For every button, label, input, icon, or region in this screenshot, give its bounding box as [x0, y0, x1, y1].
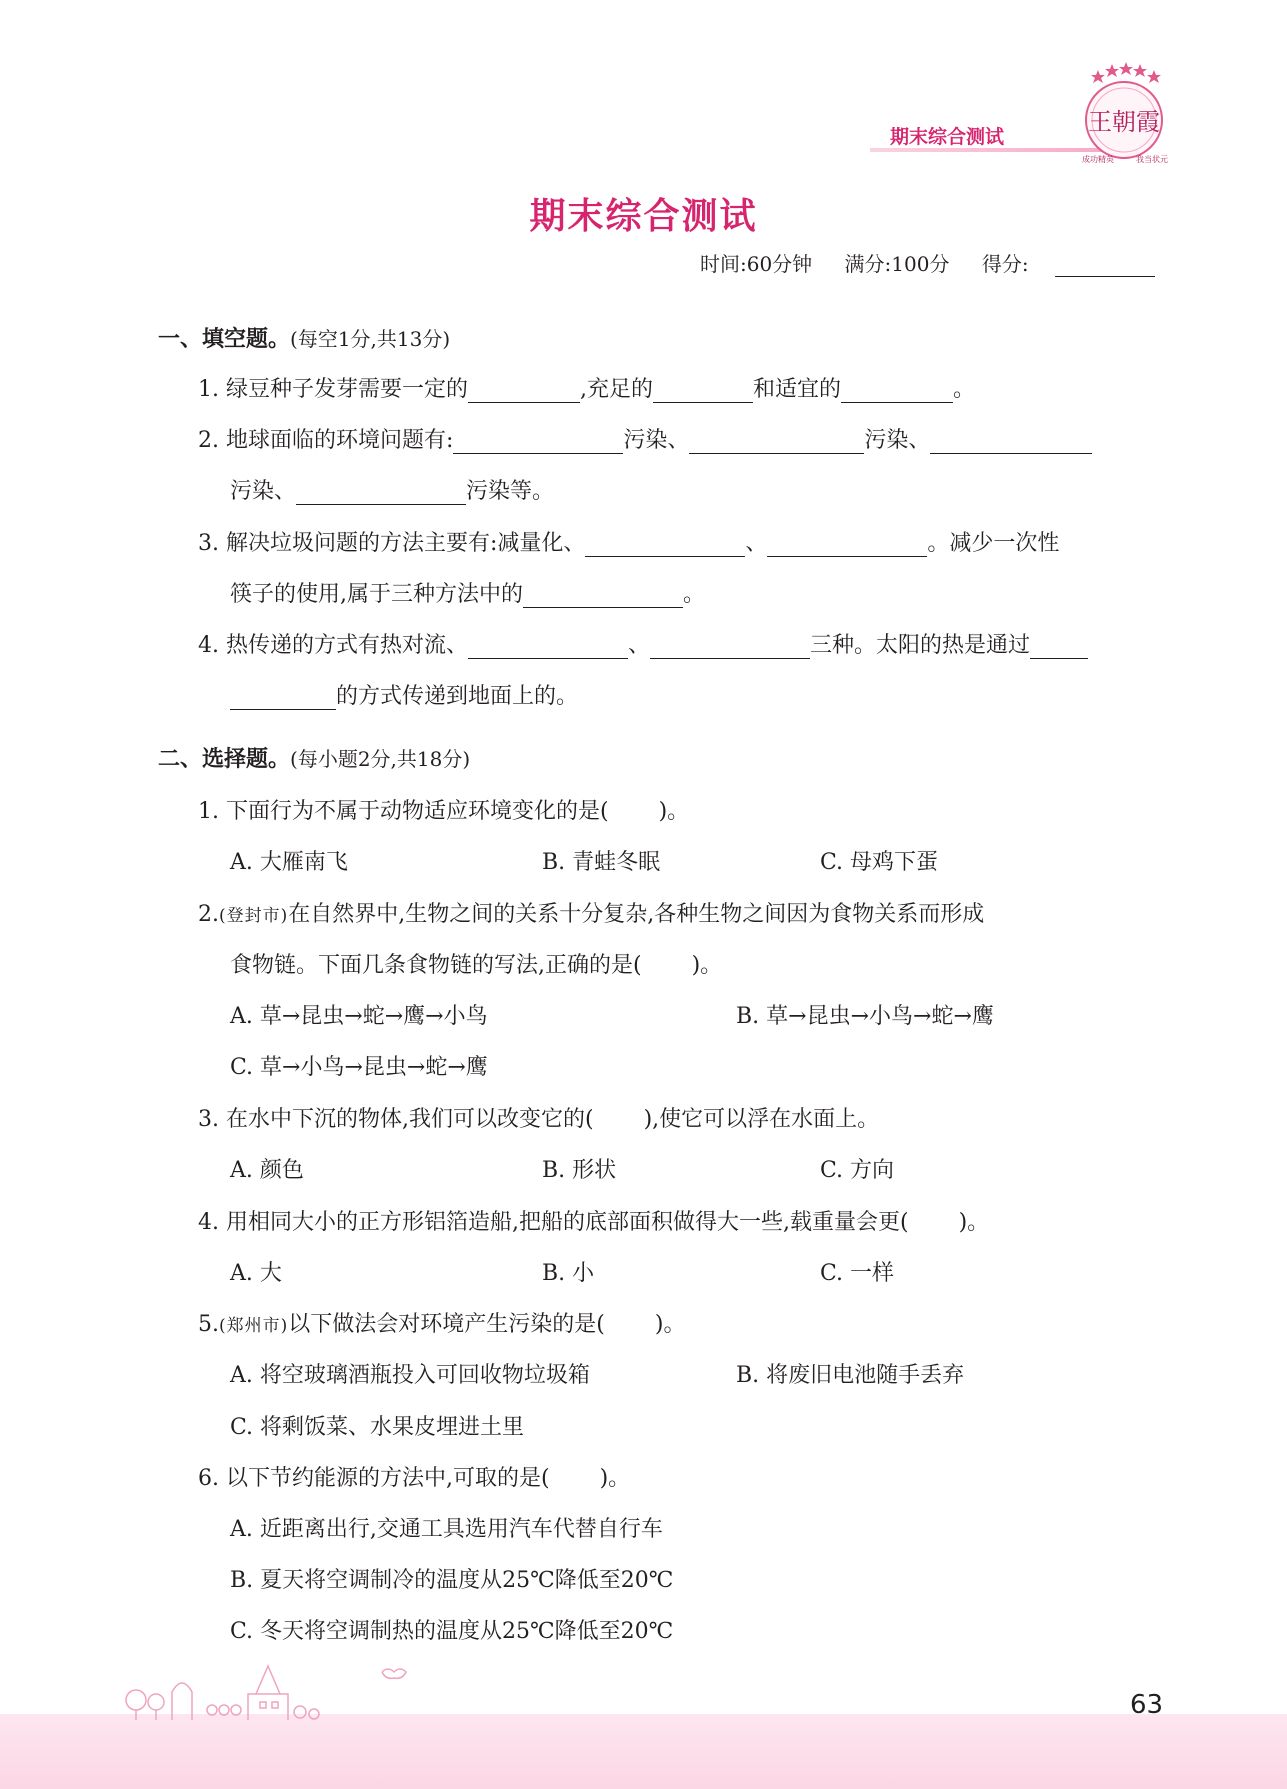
svg-text:成功精英: 成功精英 [1082, 155, 1114, 164]
exam-meta [700, 248, 1155, 277]
s2-question-5: 5.(郑州市)以下做法会对环境产生污染的是( )。 [198, 1312, 686, 1337]
header-tab-label: 期末综合测试 [890, 126, 1005, 148]
s2-q3-option-a[interactable]: A. 颜色 [230, 1158, 304, 1183]
s1-question-3: 3. 解决垃圾问题的方法主要有:减量化、 、 。减少一次性 [198, 531, 1060, 556]
s1-question-2-cont: 污染、 污染等。 [230, 479, 555, 504]
s2-q4-option-b[interactable]: B. 小 [542, 1261, 595, 1286]
answer-blank[interactable] [468, 380, 580, 403]
svg-text:王朝霞: 王朝霞 [1088, 108, 1160, 136]
s2-q6-option-a[interactable]: A. 近距离出行,交通工具选用汽车代替自行车 [230, 1517, 663, 1542]
answer-blank[interactable] [296, 482, 466, 505]
section-2-note: (每小题2分,共18分) [290, 747, 471, 771]
score-blank[interactable] [1055, 256, 1155, 277]
s2-q1-option-a[interactable]: A. 大雁南飞 [230, 850, 348, 875]
s2-q1-option-c[interactable]: C. 母鸡下蛋 [820, 850, 939, 875]
s2-question-6: 6. 以下节约能源的方法中,可取的是( )。 [198, 1466, 631, 1491]
s1-question-3-cont: 筷子的使用,属于三种方法中的 。 [230, 582, 706, 607]
source-tag: (郑州市) [219, 1316, 289, 1336]
time-limit: 时间:60分钟 [700, 252, 813, 276]
s2-q4-option-a[interactable]: A. 大 [230, 1261, 282, 1286]
s2-q6-option-c[interactable]: C. 冬天将空调制热的温度从25℃降低至20℃ [230, 1619, 674, 1644]
s2-q4-option-c[interactable]: C. 一样 [820, 1261, 895, 1286]
answer-blank[interactable] [468, 636, 628, 659]
svg-text:我当状元: 我当状元 [1136, 155, 1168, 164]
answer-blank[interactable] [453, 431, 623, 454]
answer-blank[interactable] [767, 534, 927, 557]
s2-q5-option-c[interactable]: C. 将剩饭菜、水果皮埋进土里 [230, 1415, 525, 1440]
s1-question-4-cont: 的方式传递到地面上的。 [230, 679, 578, 710]
source-tag: (登封市) [219, 906, 289, 926]
answer-blank[interactable] [930, 431, 1092, 454]
section-2-title: 二、选择题。 [158, 747, 291, 772]
s2-q3-option-c[interactable]: C. 方向 [820, 1158, 895, 1183]
s2-question-3: 3. 在水中下沉的物体,我们可以改变它的( ),使它可以浮在水面上。 [198, 1107, 880, 1132]
s1-question-4: 4. 热传递的方式有热对流、 、 三种。太阳的热是通过 [198, 628, 1088, 659]
s2-question-4: 4. 用相同大小的正方形铝箔造船,把船的底部面积做得大一些,载重量会更( )。 [198, 1210, 990, 1235]
footer-band [0, 1714, 1287, 1789]
s2-q5-option-a[interactable]: A. 将空玻璃酒瓶投入可回收物垃圾箱 [230, 1363, 590, 1388]
page-title: 期末综合测试 [529, 196, 758, 237]
section-2-heading [158, 742, 470, 773]
score-label: 得分: [981, 252, 1029, 276]
s2-q2-option-b[interactable]: B. 草→昆虫→小鸟→蛇→鹰 [736, 1004, 994, 1029]
section-1-heading [158, 322, 450, 353]
s2-question-1: 1. 下面行为不属于动物适应环境变化的是( )。 [198, 799, 690, 824]
s2-q1-option-b[interactable]: B. 青蛙冬眠 [542, 850, 661, 875]
s2-question-2-cont: 食物链。下面几条食物链的写法,正确的是( )。 [230, 953, 723, 978]
answer-blank[interactable] [841, 380, 953, 403]
castle-decoration-icon [120, 1652, 480, 1722]
s2-q5-option-b[interactable]: B. 将废旧电池随手丢弃 [736, 1363, 965, 1388]
s2-q2-option-c[interactable]: C. 草→小鸟→昆虫→蛇→鹰 [230, 1055, 488, 1080]
answer-blank[interactable] [585, 534, 745, 557]
section-1-note: (每空1分,共13分) [290, 327, 451, 351]
answer-blank[interactable] [1030, 636, 1088, 659]
page-number: 63 [1130, 1690, 1164, 1720]
answer-blank[interactable] [653, 380, 753, 403]
s2-question-2: 2.(登封市)在自然界中,生物之间的关系十分复杂,各种生物之间因为食物关系而形成 [198, 902, 985, 927]
s2-q6-option-b[interactable]: B. 夏天将空调制冷的温度从25℃降低至20℃ [230, 1568, 674, 1593]
answer-blank[interactable] [689, 431, 864, 454]
answer-blank[interactable] [523, 585, 683, 608]
section-1-title: 一、填空题。 [158, 327, 291, 352]
answer-blank[interactable] [650, 636, 810, 659]
full-score: 满分:100分 [844, 252, 950, 276]
s2-q2-option-a[interactable]: A. 草→昆虫→蛇→鹰→小鸟 [230, 1004, 488, 1029]
s1-question-2: 2. 地球面临的环境问题有: 污染、 污染、 [198, 423, 1092, 454]
answer-blank[interactable] [230, 687, 336, 710]
publisher-logo [1068, 58, 1178, 168]
s2-q3-option-b[interactable]: B. 形状 [542, 1158, 617, 1183]
s1-question-1: 1. 绿豆种子发芽需要一定的 ,充足的 和适宜的 。 [198, 377, 976, 402]
